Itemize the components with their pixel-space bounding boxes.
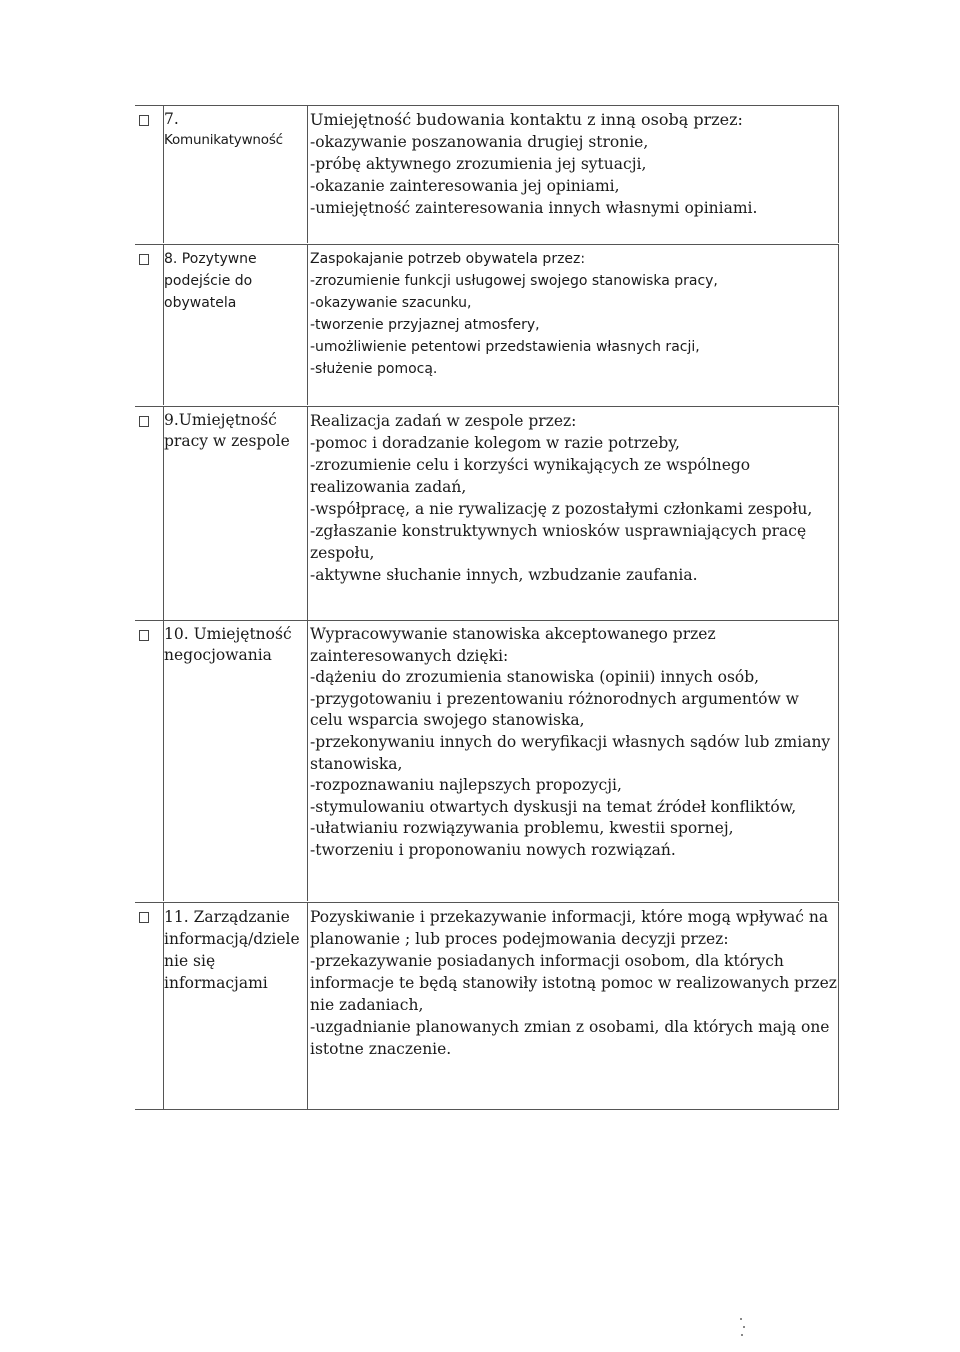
table-row-praca-w-zespole — [135, 406, 839, 620]
competency-description: Pozyskiwanie i przekazywanie informacji, które mogą wpływać na planowanie ; lub proces podejmowania decyzji przez: -przekazywanie posiadanych informacji osobom, dla których informacje te będą stanowiły istotną pomoc w realizowanych przez nie zadaniach, -uzgadnianie planowanych zmian z osobami, dla których mają one istotne znaczenie. — [310, 908, 837, 1058]
scan-speck — [740, 1318, 742, 1320]
competency-name: 9.Umiejętność pracy w zespole — [163, 407, 308, 620]
competency-name: 8. Pozytywne podejście do obywatela — [163, 245, 308, 405]
checkbox-icon[interactable] — [139, 630, 149, 641]
competency-description: Realizacja zadań w zespole przez: -pomoc i doradzanie kolegom w razie potrzeby, -zrozumienie celu i korzyści wynikających ze wspólnego realizowania zadań, -współpracę, a nie rywalizację z pozostałymi członkami zespołu, -zgłaszanie konstruktywnych wniosków usprawniających pracę zespołu, -aktywne słuchanie innych, wzbudzanie zaufania. — [310, 412, 813, 584]
checkbox-icon[interactable] — [139, 416, 149, 427]
scan-speck — [743, 1326, 745, 1328]
table-row-komunikatywnosc — [135, 105, 839, 243]
table-row-negocjowanie — [135, 620, 839, 901]
table-row-zarzadzanie-informacja — [135, 902, 839, 1110]
competency-name: 7. Komunikatywność — [163, 106, 308, 243]
scan-speck — [741, 1334, 743, 1336]
competency-description: Umiejętność budowania kontaktu z inną osobą przez: -okazywanie poszanowania drugiej stronie, -próbę aktywnego zrozumienia jej sytuacji, -okazanie zainteresowania jej opiniami, -umiejętność zainteresowania innych własnymi opiniami. — [310, 110, 758, 217]
table-row-pozytywne-podejscie — [135, 244, 839, 405]
competency-description: Zaspokajanie potrzeb obywatela przez: -zrozumienie funkcji usługowej swojego stanowiska pracy, -okazywanie szacunku, -tworzenie przyjaznej atmosfery, -umożliwienie petentowi przedstawienia własnych racji, -służenie pomocą. — [310, 251, 718, 377]
competency-name: 11. Zarządzanie informacją/dziele nie się informacjami — [163, 903, 308, 1109]
checkbox-icon[interactable] — [139, 912, 149, 923]
competency-name: 10. Umiejętność negocjowania — [163, 621, 308, 901]
checkbox-icon[interactable] — [139, 115, 149, 126]
checkbox-icon[interactable] — [139, 254, 149, 265]
competency-description: Wypracowywanie stanowiska akceptowanego przez zainteresowanych dzięki: -dążeniu do zrozumienia stanowiska (opinii) innych osób, -przygotowaniu i prezentowaniu różnorodnych argumentów w celu wsparcia swojego stanowiska, -przekonywaniu innych do weryfikacji własnych sądów lub zmiany stanowiska, -rozpoznawaniu najlepszych propozycji, -stymulowaniu otwartych dyskusji na temat źródeł konfliktów, -ułatwianiu rozwiązywania problemu, kwestii spornej, -tworzeniu i proponowaniu nowych rozwiązań. — [310, 625, 831, 859]
